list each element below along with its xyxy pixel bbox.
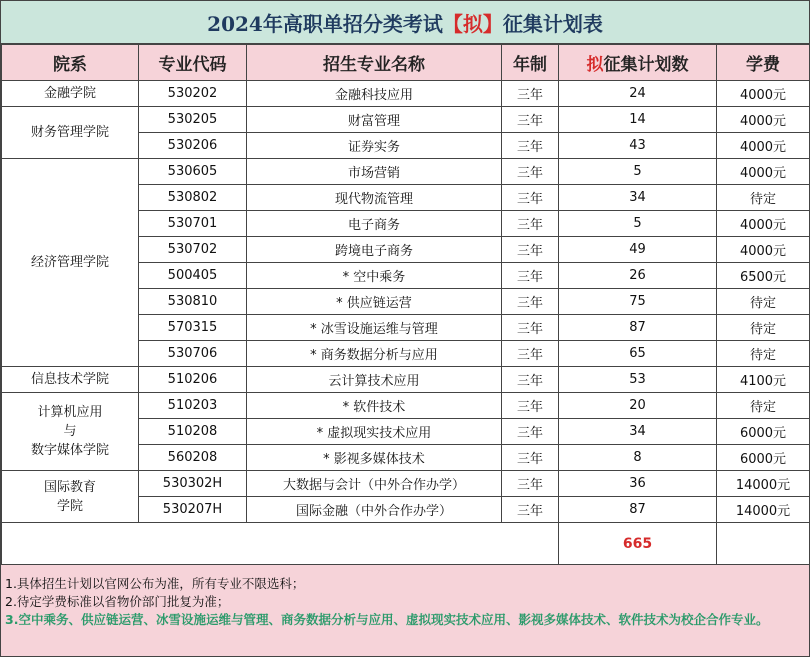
- total-fee-blank: [717, 523, 810, 565]
- code-cell: 500405: [139, 263, 247, 289]
- years-cell: 三年: [502, 133, 559, 159]
- code-cell: 530205: [139, 107, 247, 133]
- fee-cell: 6000元: [717, 445, 810, 471]
- fee-cell: 待定: [717, 185, 810, 211]
- table-row: [2, 367, 810, 393]
- table-row: [2, 393, 810, 419]
- table-body: [2, 81, 810, 565]
- fee-cell: 待定: [717, 315, 810, 341]
- years-cell: 三年: [502, 445, 559, 471]
- years-cell: 三年: [502, 263, 559, 289]
- code-cell: 570315: [139, 315, 247, 341]
- title-highlight: 【拟】: [442, 11, 503, 36]
- total-row: [2, 523, 810, 565]
- plan-cell: 5: [559, 211, 717, 237]
- plan-cell: 87: [559, 315, 717, 341]
- total-blank: [2, 523, 559, 565]
- name-cell: 市场营销: [247, 159, 502, 185]
- dept-cell: [2, 367, 139, 393]
- dept-cell: [2, 393, 139, 471]
- years-cell: 三年: [502, 367, 559, 393]
- header-plan-rest: 征集计划数: [603, 55, 689, 75]
- name-cell: 大数据与会计（中外合作办学）: [247, 471, 502, 497]
- code-cell: 560208: [139, 445, 247, 471]
- code-cell: 530702: [139, 237, 247, 263]
- code-cell: 530605: [139, 159, 247, 185]
- dept-line: 国际教育: [43, 479, 96, 495]
- fee-cell: 4000元: [717, 211, 810, 237]
- fee-cell: 待定: [717, 289, 810, 315]
- code-cell: 530206: [139, 133, 247, 159]
- dept-line: 数字媒体学院: [30, 443, 109, 458]
- years-cell: 三年: [502, 237, 559, 263]
- plan-cell: 34: [559, 419, 717, 445]
- dept-cell: [2, 81, 139, 107]
- dept-line: 财务管理学院: [30, 125, 109, 140]
- table-row: [2, 471, 810, 497]
- name-cell: * 冰雪设施运维与管理: [247, 315, 502, 341]
- total-value: 665: [559, 523, 717, 565]
- years-cell: 三年: [502, 81, 559, 107]
- name-cell: * 影视多媒体技术: [247, 445, 502, 471]
- years-cell: 三年: [502, 341, 559, 367]
- code-cell: 530706: [139, 341, 247, 367]
- plan-cell: 20: [559, 393, 717, 419]
- plan-cell: 65: [559, 341, 717, 367]
- code-cell: 530802: [139, 185, 247, 211]
- years-cell: 三年: [502, 185, 559, 211]
- dept-cell: [2, 471, 139, 523]
- years-cell: 三年: [502, 159, 559, 185]
- code-cell: 510208: [139, 419, 247, 445]
- fee-cell: 4000元: [717, 133, 810, 159]
- header-dept: 院系: [2, 45, 139, 81]
- name-cell: 现代物流管理: [247, 185, 502, 211]
- name-cell: 证券实务: [247, 133, 502, 159]
- dept-cell: [2, 107, 139, 159]
- years-cell: 三年: [502, 315, 559, 341]
- sheet-title: [1, 1, 809, 44]
- note-2: 2.待定学费标准以省物价部门批复为准；: [5, 594, 230, 609]
- plan-cell: 24: [559, 81, 717, 107]
- header-plan: [559, 45, 717, 81]
- plan-cell: 87: [559, 497, 717, 523]
- plan-cell: 5: [559, 159, 717, 185]
- years-cell: 三年: [502, 419, 559, 445]
- years-cell: 三年: [502, 471, 559, 497]
- plan-cell: 26: [559, 263, 717, 289]
- dept-line: 信息技术学院: [30, 372, 109, 387]
- dept-line: 学院: [56, 498, 83, 514]
- plan-cell: 53: [559, 367, 717, 393]
- name-cell: * 空中乘务: [247, 263, 502, 289]
- years-cell: 三年: [502, 107, 559, 133]
- header-fee: 学费: [717, 45, 810, 81]
- name-cell: * 商务数据分析与应用: [247, 341, 502, 367]
- table-row: [2, 159, 810, 185]
- title-prefix: 2024年高职单招分类考试: [207, 11, 443, 36]
- name-cell: 云计算技术应用: [247, 367, 502, 393]
- title-suffix: 征集计划表: [502, 11, 603, 36]
- code-cell: 510203: [139, 393, 247, 419]
- header-plan-highlight: 拟: [586, 55, 604, 75]
- dept-line: 金融学院: [43, 86, 96, 101]
- code-cell: 530810: [139, 289, 247, 315]
- code-cell: 530302H: [139, 471, 247, 497]
- name-cell: 财富管理: [247, 107, 502, 133]
- code-cell: 530701: [139, 211, 247, 237]
- notes-panel: [1, 564, 809, 656]
- years-cell: 三年: [502, 497, 559, 523]
- header-code: 专业代码: [139, 45, 247, 81]
- fee-cell: 6500元: [717, 263, 810, 289]
- name-cell: 金融科技应用: [247, 81, 502, 107]
- dept-cell: [2, 159, 139, 367]
- code-cell: 530202: [139, 81, 247, 107]
- note-1: 1.具体招生计划以官网公布为准，所有专业不限选科；: [5, 576, 305, 591]
- name-cell: 跨境电子商务: [247, 237, 502, 263]
- plan-cell: 8: [559, 445, 717, 471]
- fee-cell: 4000元: [717, 159, 810, 185]
- dept-line: 计算机应用: [37, 405, 103, 420]
- fee-cell: 待定: [717, 393, 810, 419]
- fee-cell: 4000元: [717, 237, 810, 263]
- plan-table: [1, 44, 810, 565]
- plan-cell: 43: [559, 133, 717, 159]
- code-cell: 510206: [139, 367, 247, 393]
- fee-cell: 14000元: [717, 497, 810, 523]
- plan-cell: 49: [559, 237, 717, 263]
- fee-cell: 14000元: [717, 471, 810, 497]
- fee-cell: 4000元: [717, 107, 810, 133]
- fee-cell: 6000元: [717, 419, 810, 445]
- plan-cell: 36: [559, 471, 717, 497]
- dept-line: 经济管理学院: [30, 255, 109, 270]
- table-row: [2, 107, 810, 133]
- name-cell: 国际金融（中外合作办学）: [247, 497, 502, 523]
- years-cell: 三年: [502, 211, 559, 237]
- name-cell: * 软件技术: [247, 393, 502, 419]
- name-cell: * 虚拟现实技术应用: [247, 419, 502, 445]
- code-cell: 530207H: [139, 497, 247, 523]
- plan-cell: 34: [559, 185, 717, 211]
- plan-cell: 14: [559, 107, 717, 133]
- fee-cell: 4100元: [717, 367, 810, 393]
- years-cell: 三年: [502, 393, 559, 419]
- name-cell: 电子商务: [247, 211, 502, 237]
- dept-line: 与: [63, 424, 77, 439]
- header-years: 年制: [502, 45, 559, 81]
- name-cell: * 供应链运营: [247, 289, 502, 315]
- header-name: 招生专业名称: [247, 45, 502, 81]
- years-cell: 三年: [502, 289, 559, 315]
- fee-cell: 待定: [717, 341, 810, 367]
- table-row: [2, 81, 810, 107]
- header-row: [2, 45, 810, 81]
- fee-cell: 4000元: [717, 81, 810, 107]
- plan-cell: 75: [559, 289, 717, 315]
- note-3: 3.空中乘务、供应链运营、冰雪设施运维与管理、商务数据分析与应用、虚拟现实技术应用、影视多媒体技术、软件技术为校企合作专业。: [5, 612, 769, 627]
